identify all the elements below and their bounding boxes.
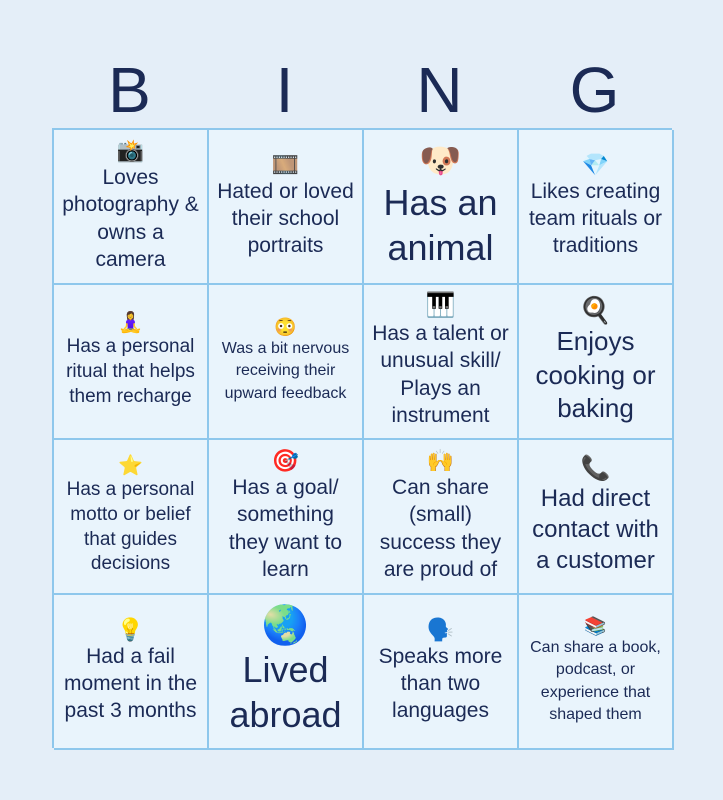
bingo-cell-text: Hated or loved their school portraits — [217, 179, 354, 258]
bingo-cell-16[interactable] — [519, 595, 674, 750]
header-letter-i: I — [275, 54, 294, 126]
camera-flash-icon: 📸 — [116, 137, 145, 163]
film-frames-icon: 🎞️ — [271, 151, 300, 177]
bingo-cell-text: Likes creating team rituals or traditions — [528, 179, 663, 258]
raised-hands-icon: 🙌 — [426, 447, 455, 473]
bingo-cell-7[interactable] — [364, 285, 519, 440]
header-letter-b: B — [108, 54, 151, 126]
globe-icon: 🌏 — [261, 604, 310, 647]
bingo-cell-3[interactable] — [364, 130, 519, 285]
speaking-head-icon: 🗣️ — [426, 616, 455, 642]
bingo-cell-text: Had a fail moment in the past 3 months — [63, 644, 198, 723]
bingo-cell-14[interactable] — [209, 595, 364, 750]
bingo-cell-5[interactable] — [54, 285, 209, 440]
bingo-cell-13[interactable] — [54, 595, 209, 750]
bingo-cell-text: Speaks more than two languages — [378, 644, 503, 723]
bingo-cell-9[interactable] — [54, 440, 209, 595]
bingo-cell-10[interactable] — [209, 440, 364, 595]
lightbulb-icon: 💡 — [116, 616, 145, 642]
gem-icon: 💎 — [581, 151, 610, 177]
books-icon: 📚 — [584, 616, 607, 637]
bingo-cell-text: Lived abroad — [229, 648, 342, 735]
star-icon: ⭐ — [118, 455, 143, 478]
bingo-cell-8[interactable] — [519, 285, 674, 440]
bingo-cell-4[interactable] — [519, 130, 674, 285]
bingo-cell-1[interactable] — [54, 130, 209, 285]
header-letter-n: N — [416, 54, 463, 126]
bingo-cell-6[interactable] — [209, 285, 364, 440]
bingo-cell-text: Loves photography & owns a camera — [62, 165, 199, 271]
bingo-cell-text: Has a personal ritual that helps them recharge — [66, 336, 195, 407]
frying-pan-icon: 🍳 — [579, 294, 612, 325]
bingo-cell-12[interactable] — [519, 440, 674, 595]
bingo-cell-text: Enjoys cooking or baking — [535, 325, 656, 424]
telephone-icon: 📞 — [580, 454, 611, 482]
header-letter-g: G — [569, 54, 620, 126]
bingo-cell-text: Was a bit nervous receiving their upward feedback — [221, 340, 350, 402]
bingo-cell-11[interactable] — [364, 440, 519, 595]
bingo-cell-text: Has a personal motto or belief that guides decisions — [66, 479, 195, 575]
bingo-cell-text: Has a talent or unusual skill/ Plays an instrument — [372, 321, 509, 427]
bingo-header — [52, 52, 672, 128]
target-icon: 🎯 — [271, 447, 300, 473]
bingo-cell-text: Had direct contact with a customer — [532, 484, 659, 575]
dog-face-icon: 🐶 — [419, 141, 462, 180]
bingo-board — [52, 128, 672, 748]
bingo-cell-text: Can share a book, podcast, or experience that shaped them — [530, 639, 661, 723]
bingo-cell-text: Has an animal — [383, 181, 498, 268]
bingo-cell-15[interactable] — [364, 595, 519, 750]
bingo-cell-text: Can share (small) success they are proud of — [379, 475, 502, 581]
flushed-face-icon: 😳 — [274, 317, 297, 338]
meditation-icon: 🧘‍♀️ — [118, 312, 143, 335]
piano-keys-icon: 🎹 — [425, 291, 456, 319]
bingo-cell-2[interactable] — [209, 130, 364, 285]
bingo-cell-text: Has a goal/ something they want to learn — [228, 475, 343, 581]
